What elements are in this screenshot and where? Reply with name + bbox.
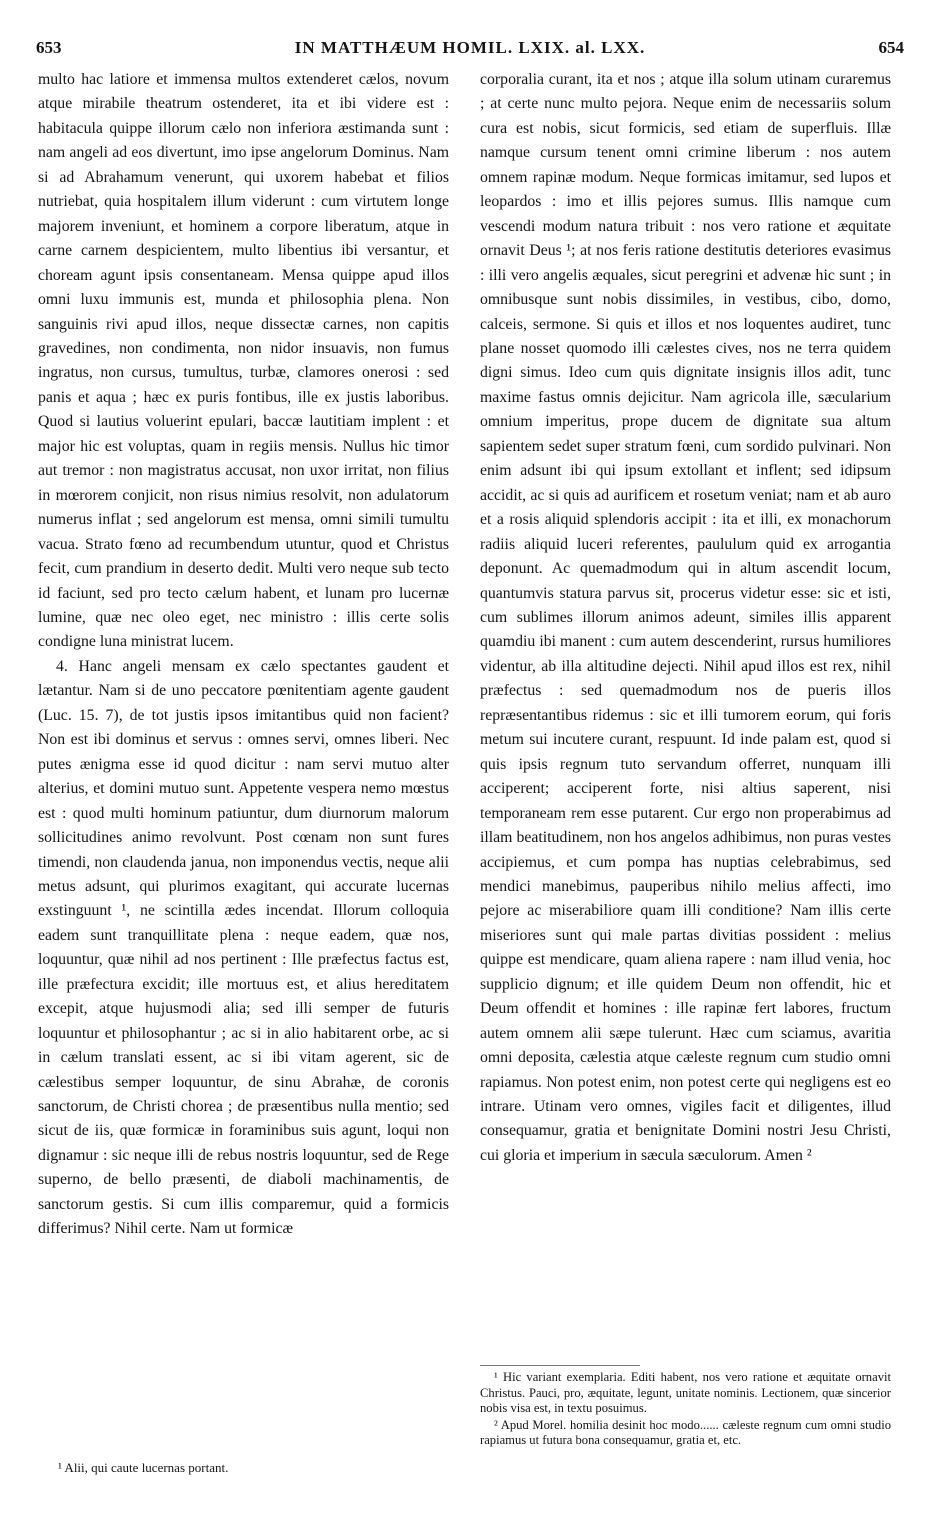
footnotes-left: [58, 1460, 448, 1476]
page-header: [36, 38, 904, 64]
page-number-left: 653: [36, 38, 62, 57]
footnotes-right: [480, 1365, 891, 1450]
footnote-right-2: ² Apud Morel. homilia desinit hoc modo...... cæleste regnum cum omni studio rapiamus ut futura bona consequamur, gratia et, etc.: [480, 1417, 891, 1447]
right-paragraph-1: corporalia curant, ita et nos ; atque illa solum utinam curaremus ; at certe nunc multo pejora. Neque enim de necessariis solum cura est nobis, sicut formicis, sed etiam de superfluis. Illæ namque cursum tenent omni crimine liberum : nos autem omnem rapinæ modum. Neque formicas imitamur, sed lupos et leopardos : imo et illis pejores sumus. Illis namque cum vescendi modum natura tribuit : nos vero ratione et æquitate ornavit Deus ¹; at nos feris ratione destitutis deteriores evasimus : illi vero angelis æquales, sicut peregrini et advenæ hic sunt ; in omnibusque sunt nobis dissimiles, in vestibus, cibo, domo, calceis, sermone. Si quis et illos et nos loquentes audiret, tunc plane nosset quomodo illi cælestes cives, nos ne terra quidem digni simus. Idеo cum quis dignitate insignis illos adit, tunc maxime fastus omnis dejicitur. Nam agricola ille, sæcularium omnium imperitus, prope ducem de dignitate sua altum sapientem sedet super stratum fœni, cum sordido pulvinari. Non enim adsunt ibi qui ipsum extollant et inflent; sed idipsum accidit, ac si quis ad aurificem et rosetum veniat; nam et ab auro et a rosis aliquid splendoris accipit : ita et illi, ex monachorum radiis aliquid luceri referentes, paululum quid ex arrogantia deponunt. Ac quemadmodum qui in altum ascendit locum, quantumvis statura parvus sit, procerus videtur esse: sic et isti, cum sublimes illorum animos adeunt, similes illis apparent quamdiu ibi manent : cum autem descenderint, rursus humiliores videntur, ab illa altitudine dejecti. Nihil apud illos est rex, nihil præfectus : sed quemadmodum nos de pueris illos repræsentantibus ridemus : sic et illi tumorem eorum, qui foris metum sui incutere curant, respuunt. Id inde palam est, quod si quis ipsis regnum tuto servandum offerret, nunquam illi acciperent; acciperent forte, nisi altius saperent, nisi temporaneam rem esse putarent. Cur ergo non properabimus ad illam beatitudinem, non hos angelos adhibimus, non puras vestes accipiemus, et cum pompa has nuptias celebrabimus, sed mendici manebimus, pauperibus nihilo melius affecti, imo pejore ac miserabiliore quam illi conditione? Nam illis certe miseriores sunt qui male partas divitias possident : melius quippe est mendicare, quam aliena rapere : nam illud venia, hoc supplicio dignum; et ille quidem Deum non offendit, hic et Deum offendit et homines : ille rapinæ fert labores, fructum autem omnem alii sæpe tulerunt. Hæc cum sciamus, avaritia omni deposita, cælestia atque cæleste regnum cum studio omni rapiamus. Non potest enim, non potest certe qui negligens est eo intrare. Utinam vero omnes, vigiles facit et diligentes, illud consequamur, gratia et benignitate Domini nostri Jesu Christi, cui gloria et imperium in sæcula sæculorum. Amen ²: [480, 71, 891, 1164]
left-column: [38, 68, 449, 1242]
right-column: [480, 68, 891, 1168]
footnote-divider: [480, 1365, 640, 1366]
footnote-left-1: ¹ Alii, qui caute lucernas portant.: [58, 1460, 229, 1475]
footnote-right-1: ¹ Hic variant exemplaria. Editi habent, nos vero ratione et æquitate ornavit Christus. Pauci, pro, æquitate, legunt, unitate nominis. Lectionem, quæ sincerior nobis visa est, in textu posuimus.: [480, 1370, 891, 1415]
left-paragraph-1: multo hac latiore et immensa multos extenderet cælos, novum atque mirabile theatrum ostenderet, ita et ibi videre est : habitacula quippe illorum cælo non inferiora æstimanda sunt : nam angeli ad eos divertunt, imo ipse angelorum Dominus. Nam si ad Abrahamum venerunt, qui uxorem habebat et filios nutriebat, quia hospitalem illum viderunt : cum virtutem longe majorem inveniunt, et hominem a corpore liberatum, atque in carne carnem despicientem, multo libentius ibi versantur, et choream agunt ipsis consentaneam. Mensa quippe apud illos omni luxu immunis est, munda et philosophia plena. Non sanguinis rivi apud illos, neque dissectæ carnes, non capitis gravedines, non condimenta, non nidor insuavis, non fumus ingratus, non cursus, tumultus, turbæ, clamores onerosi : sed panis et aqua ; hæc ex puris fontibus, ille ex justis laboribus. Quod si lautius voluerint epulari, baccæ lautitiam implent : et major hic est voluptas, quam in regiis mensis. Nullus hic timor aut tremor : non magistratus accusat, non uxor irritat, non filius in mœrorem conjicit, non risus nimius resolvit, non adulatorum numerus inflat ; sed angelorum est mensa, omni simili tumultu vacua. Strato fœno ad recumbendum utuntur, quod et Christus fecit, cum prandium in deserto dedit. Multi vero neque sub tecto id faciunt, sed pro tecto cælum habent, et lunam pro lucernæ lumine, quæ nec oleo eget, nec ministro : illis certe solis condigne luna ministrat lucem.: [38, 71, 449, 651]
page-number-right: 654: [878, 38, 904, 57]
running-title: IN MATTHÆUM HOMIL. LXIX. al. LXX.: [294, 38, 646, 57]
left-paragraph-2: 4. Hanc angeli mensam ex cælo spectantes gaudent et lætantur. Nam si de uno peccatore pœnitentiam agente gaudent (Luc. 15. 7), de tot justis ipsos imitantibus quid non facient? Non est ibi dominus et servus : omnes servi, omnes liberi. Nec putes ænigma esse id quod dicitur : nam servi mutuo alter alterius, et domini mutuo sunt. Appetente vespera nemo mœstus est : quod multi hominum patiuntur, dum diurnorum malorum sollicitudines animo revolvunt. Post cœnam non sunt fures timendi, non claudenda janua, non imponendus vectis, neque alii metus adsunt, qui plurimos exagitant, qui accurate lucernas exstinguunt ¹, ne scintilla ædes incendat. Illorum colloquia eadem sunt tranquillitate plena : neque eadem, quæ nos, loquuntur, quæ nihil ad nos pertinent : Ille præfectus factus est, ille præfectura excidit; ille mortuus est, et alius hereditatem excepit, atque hujusmodi alia; sed illi semper de futuris loquuntur et philosophantur ; ac si in alio habitarent orbe, ac si in cælum translati essent, ac si ibi vitam agerent, sic de cælestibus semper loquuntur, de sinu Abrahæ, de coronis sanctorum, de Christi chorea ; de præsentibus nulla mentio; sed sicut de iis, quæ formicæ in foraminibus suis agunt, loqui non dignamur : sic neque illi de rebus nostris loquuntur, sed de Rege superno, de bello præsenti, de diaboli machinamentis, de sanctorum gestis. Si cum illis comparemur, quid a formicis differimus? Nihil certe. Nam ut formicæ: [38, 657, 449, 1238]
